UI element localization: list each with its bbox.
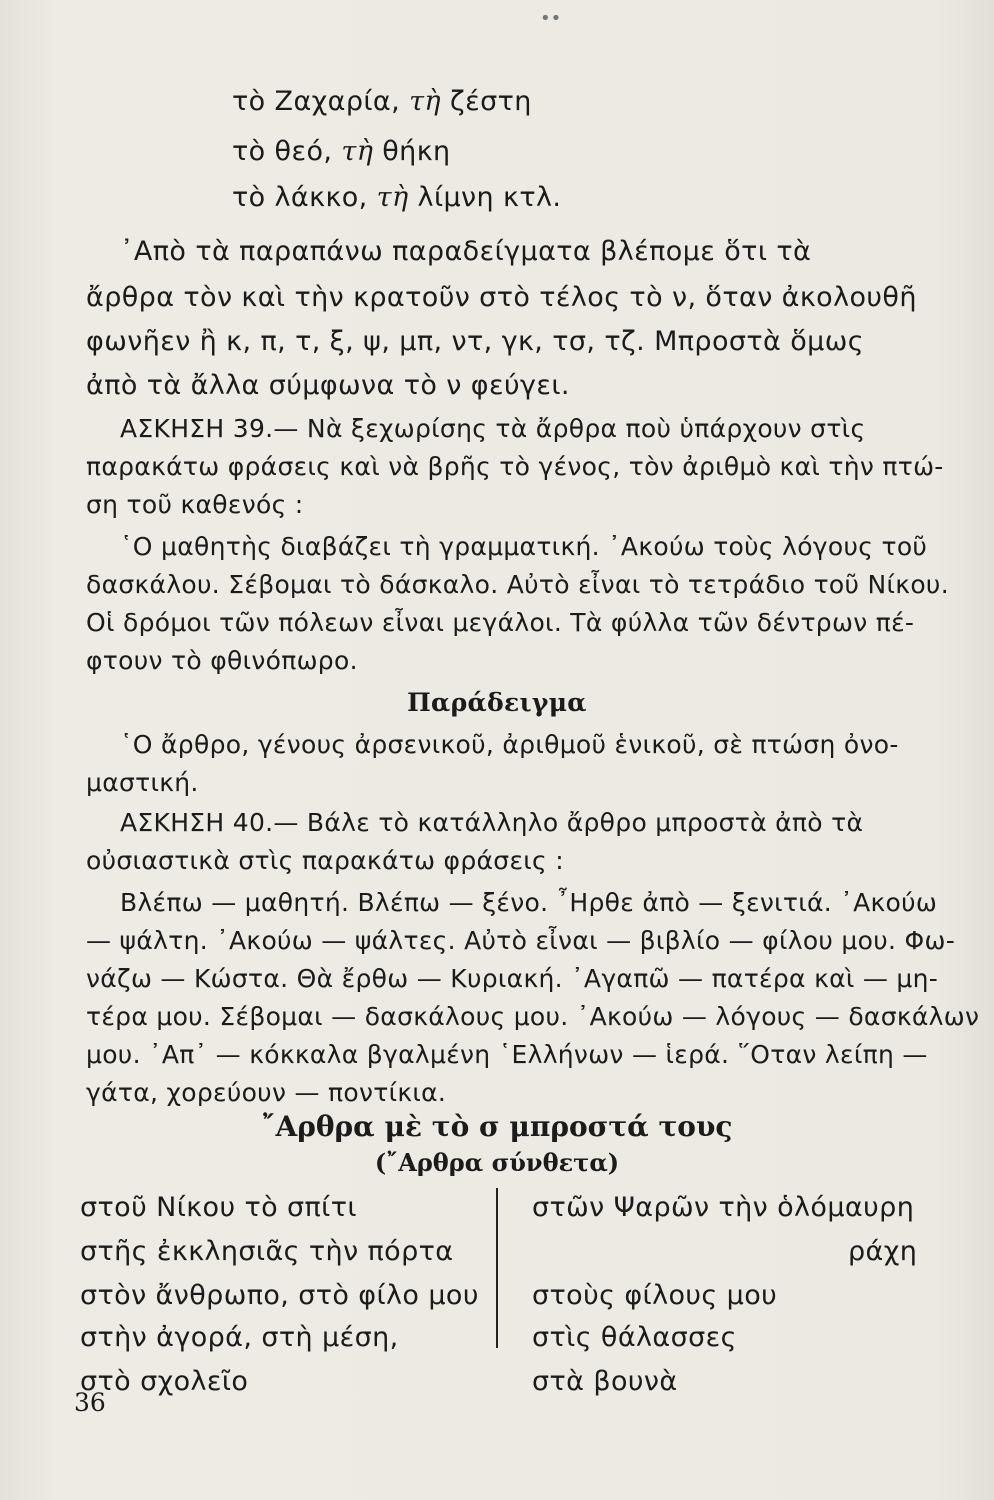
- exercise-40-text: γάτα, χορεύουν — ποντίκια.: [86, 1078, 447, 1107]
- example-text: τὸ λάκκο,: [232, 182, 377, 213]
- left-col-item: στὸν ἄνθρωπο, στὸ φίλο μου: [80, 1280, 479, 1311]
- exercise-39-text: δασκάλου. Σέβομαι τὸ δάσκαλο. Αὐτὸ εἶναι τὸ τετράδιο τοῦ Νίκου.: [86, 570, 949, 599]
- example-text: μαστική.: [86, 768, 199, 797]
- exercise-40-text: μου. ᾿Απ᾿ — κόκκαλα βγαλμένη ῾Ελλήνων — ἱερά. ῞Οταν λείπη —: [86, 1040, 928, 1069]
- para1-line: ᾿Απὸ τὰ παραπάνω παραδείγματα βλέπομε ὅτι τὰ: [120, 236, 812, 267]
- exercise-39-heading: ΑΣΚΗΣΗ 39.— Νὰ ξεχωρίσης τὰ ἄρθρα ποὺ ὑπάρχουν στὶς: [120, 414, 866, 443]
- left-col-item: στοῦ Νίκου τὸ σπίτι: [80, 1192, 357, 1223]
- exercise-40-text: — ψάλτη. ᾿Ακούω — ψάλτες. Αὐτὸ εἶναι — βιβλίο — φίλου μου. Φω-: [86, 926, 956, 955]
- example-text: τὸ Ζαχαρία,: [232, 86, 410, 117]
- exercise-39-text: ῾Ο μαθητὴς διαβάζει τὴ γραμματική. ᾿Ακούω τοὺς λόγους τοῦ: [120, 532, 928, 561]
- exercise-39-line: παρακάτω φράσεις καὶ νὰ βρῆς τὸ γένος, τὸν ἀριθμὸ καὶ τὴν πτώ-: [86, 452, 944, 481]
- exercise-39-text: Οἱ δρόμοι τῶν πόλεων εἶναι μεγάλοι. Τὰ φύλλα τῶν δέντρων πέ-: [86, 608, 915, 637]
- exercise-40-text: τέρα μου. Σέβομαι — δασκάλους μου. ᾿Ακούω — λόγους — δασκάλων: [86, 1002, 980, 1031]
- example-line-3: [232, 182, 561, 213]
- para1-line: ἄρθρα τὸν καὶ τὴν κρατοῦν στὸ τέλος τὸ ν, ὅταν ἀκολουθῆ: [86, 282, 917, 313]
- right-col-item: στὶς θάλασσες: [532, 1322, 737, 1353]
- example-text: ζέστη: [441, 86, 532, 117]
- right-col-item: στῶν Ψαρῶν τὴν ὁλόμαυρη: [532, 1192, 915, 1223]
- para1-line: φωνῆεν ἢ κ, π, τ, ξ, ψ, μπ, ντ, γκ, τσ, τζ. Μπροστὰ ὅμως: [86, 326, 864, 357]
- section-subtitle: (῎Αρθρα σύνθετα): [374, 1148, 620, 1177]
- column-divider: [496, 1188, 498, 1348]
- top-mark: ••: [540, 8, 562, 29]
- example-line-1: [232, 86, 532, 117]
- example-line-2: [232, 136, 451, 167]
- right-col-item: στοὺς φίλους μου: [532, 1280, 778, 1311]
- exercise-40-text: Βλέπω — μαθητή. Βλέπω — ξένο. ῏Ηρθε ἀπὸ — ξενιτιά. ᾿Ακούω: [120, 888, 938, 917]
- left-col-item: στὸ σχολεῖο: [80, 1366, 249, 1397]
- page-number: 36: [74, 1388, 106, 1417]
- exercise-40-line: οὐσιαστικὰ στὶς παρακάτω φράσεις :: [86, 846, 564, 875]
- example-text: τὸ θεό,: [232, 136, 342, 167]
- example-article: τὴ: [409, 86, 442, 117]
- exercise-39-line: ση τοῦ καθενός :: [86, 490, 304, 519]
- right-col-item: ράχη: [848, 1236, 918, 1267]
- exercise-40-text: νάζω — Κώστα. Θὰ ἔρθω — Κυριακή. ᾿Αγαπῶ — πατέρα καὶ — μη-: [86, 964, 939, 993]
- example-text: θήκη: [373, 136, 451, 167]
- example-text: λίμνη κτλ.: [408, 182, 562, 213]
- para1-line: ἀπὸ τὰ ἄλλα σύμφωνα τὸ ν φεύγει.: [86, 370, 570, 401]
- left-col-item: στῆς ἐκκλησιᾶς τὴν πόρτα: [80, 1236, 454, 1267]
- example-text: ῾Ο ἄρθρο, γένους ἀρσενικοῦ, ἀριθμοῦ ἑνικοῦ, σὲ πτώση ὀνο-: [120, 730, 899, 759]
- exercise-39-text: φτουν τὸ φθινόπωρο.: [86, 646, 358, 675]
- left-col-item: στὴν ἀγορά, στὴ μέση,: [80, 1322, 399, 1353]
- right-col-item: στὰ βουνὰ: [532, 1366, 678, 1397]
- section-title: ῎Αρθρα μὲ τὸ σ μπροστά τους: [261, 1110, 733, 1143]
- example-article: τὴ: [376, 182, 409, 213]
- example-article: τὴ: [341, 136, 374, 167]
- exercise-40-heading: ΑΣΚΗΣΗ 40.— Βάλε τὸ κατάλληλο ἄρθρο μπροστὰ ἀπὸ τὰ: [120, 808, 864, 837]
- example-heading: Παράδειγμα: [407, 688, 587, 717]
